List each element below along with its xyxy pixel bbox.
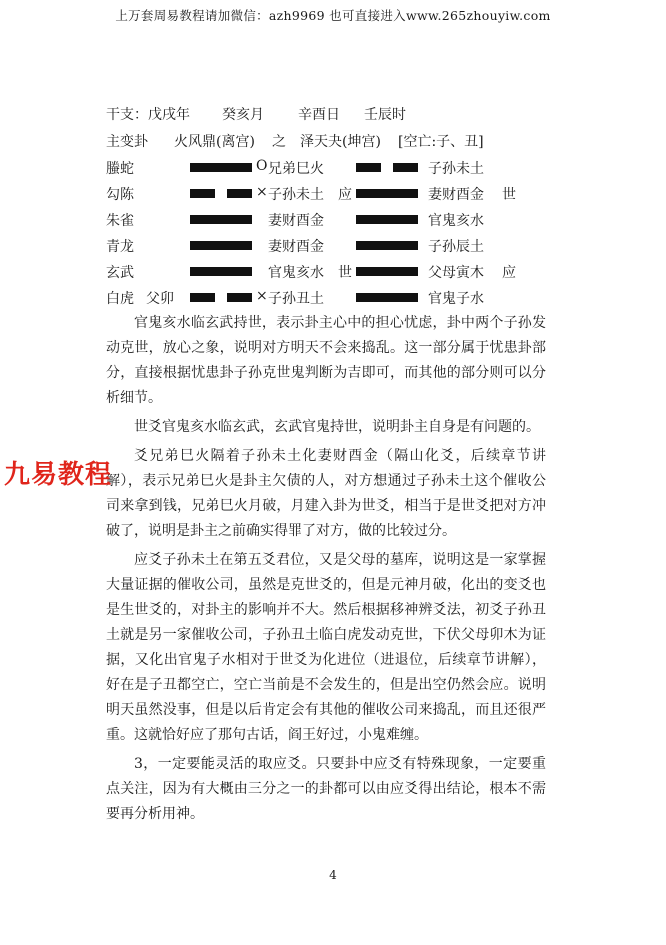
kongwang: [空亡:子、丑] — [398, 134, 484, 150]
main-line-name: 子孙丑土 — [268, 291, 324, 307]
main-gua: 火风鼎(离宫) — [174, 134, 255, 150]
six-spirit: 玄武 — [106, 265, 134, 281]
main-line-yang — [190, 241, 252, 250]
changed-line-yang — [356, 293, 418, 302]
page-number: 4 — [329, 868, 337, 882]
gua-label: 主变卦 — [106, 134, 148, 150]
main-line-yin — [190, 293, 215, 302]
changed-shi-ying-mark: 世 — [502, 187, 516, 203]
changed-shi-ying-mark: 应 — [502, 265, 516, 281]
changed-line-name: 子孙未土 — [428, 161, 484, 177]
article-body — [106, 311, 546, 831]
changed-line-yang — [356, 215, 418, 224]
changed-line-yang — [356, 189, 418, 198]
watermark: 九易教程 — [4, 460, 113, 490]
paragraph: 爻兄弟巳火隔着子孙未土化妻财酉金（隔山化爻，后续章节讲解），表示兄弟巳火是卦主欠债的人，对方想通过子孙未土这个催收公司来拿到钱，兄弟巳火月破，月建入卦为世爻，相当于是世爻把对方冲破了，说明是卦主之前确实得罪了对方，做的比较过分。 — [106, 448, 546, 539]
moving-mark: × — [256, 288, 268, 304]
changed-line-name: 子孙辰土 — [428, 239, 484, 255]
six-spirit: 青龙 — [106, 239, 134, 255]
main-line-yin — [227, 189, 252, 198]
main-line-yin — [227, 293, 252, 302]
ganzhi-year: 干支：戊戌年 — [106, 107, 190, 123]
changed-line-name: 官鬼亥水 — [428, 213, 484, 229]
moving-mark: O — [256, 158, 268, 174]
changed-line-yang — [356, 267, 418, 276]
paragraph: 应爻子孙未土在第五爻君位，又是父母的墓库，说明这是一家掌握大量证据的催收公司，虽然是克世爻的，但是元神月破，化出的变爻也是生世爻的，对卦主的影响并不大。然后根据移神辨爻法，初爻子孙丑土就是另一家催收公司，子孙丑土临白虎发动克世，下伏父母卯木为证据，又化出官鬼子水相对于世爻为化进位（进退位，后续章节讲解），好在是子丑都空亡，空亡当前是不会发生的，但是出空仍然会应。说明明天虽然没事，但是以后肯定会有其他的催收公司来捣乱，而且还很严重。这就恰好应了那句古话，阎王好过，小鬼难缠。 — [106, 552, 546, 743]
changed-line-yang — [356, 241, 418, 250]
main-line-name: 兄弟巳火 — [268, 161, 324, 177]
zhi-text: 之 — [272, 134, 286, 150]
main-line-name: 妻财酉金 — [268, 239, 324, 255]
main-line-yin — [190, 189, 215, 198]
six-spirit: 白虎 — [106, 291, 134, 307]
paragraph: 世爻官鬼亥水临玄武，玄武官鬼持世，说明卦主自身是有问题的。 — [134, 419, 540, 435]
shi-ying-mark: 应 — [338, 187, 352, 203]
main-line-yang — [190, 267, 252, 276]
gua-line — [106, 131, 484, 151]
changed-line-name: 父母寅木 — [428, 265, 484, 281]
changed-line-yin — [393, 163, 418, 172]
changed-line-name: 官鬼子水 — [428, 291, 484, 307]
six-spirit: 螣蛇 — [106, 161, 134, 177]
changed-line-name: 妻财酉金 — [428, 187, 484, 203]
shi-ying-mark: 世 — [338, 265, 352, 281]
ganzhi-line — [106, 104, 406, 124]
main-line-name: 妻财酉金 — [268, 213, 324, 229]
main-line-yang — [190, 163, 252, 172]
ganzhi-hour: 壬辰时 — [364, 107, 406, 123]
paragraph: 官鬼亥水临玄武持世，表示卦主心中的担心忧虑，卦中两个子孙发动克世，放心之象，说明对方明天不会来捣乱。这一部分属于忧患卦部分，直接根据忧患卦子孙克世鬼判断为吉即可，而其他的部分则可以分析细节。 — [106, 315, 546, 406]
moving-mark: × — [256, 184, 268, 200]
main-line-yang — [190, 215, 252, 224]
six-spirit: 朱雀 — [106, 213, 134, 229]
changed-line-yin — [356, 163, 381, 172]
ganzhi-month: 癸亥月 — [222, 107, 264, 123]
hidden-line: 父卯 — [146, 291, 174, 307]
six-spirit: 勾陈 — [106, 187, 134, 203]
changed-gua: 泽天夬(坤宫) — [300, 134, 381, 150]
main-line-name: 官鬼亥水 — [268, 265, 324, 281]
paragraph: 3，一定要能灵活的取应爻。只要卦中应爻有特殊现象，一定要重点关注，因为有大概由三分之一的卦都可以由应爻得出结论，根本不需要再分析用神。 — [106, 756, 546, 822]
page-header: 上万套周易教程请加微信：azh9969 也可直接进入www.265zhouyiw.com — [115, 8, 551, 23]
ganzhi-day: 辛酉日 — [298, 107, 340, 123]
main-line-name: 子孙未土 — [268, 187, 324, 203]
